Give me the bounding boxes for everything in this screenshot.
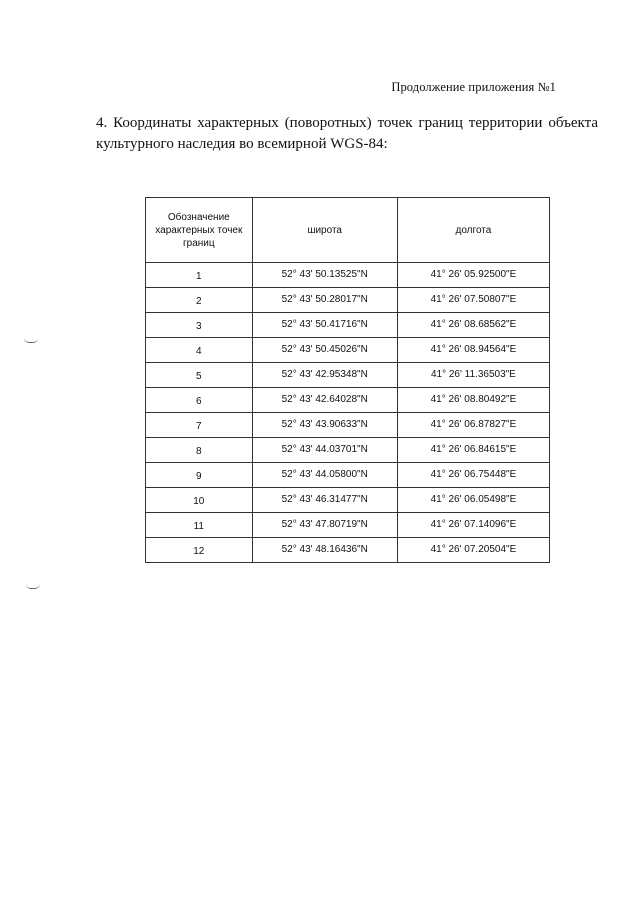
- point-number: 6: [146, 388, 253, 413]
- column-header-longitude: долгота: [397, 198, 549, 263]
- latitude-cell: 52° 43' 44.03701"N: [252, 438, 397, 463]
- intro-paragraph: 4. Координаты характерных (поворотных) точек границ территории объекта культурного наследия во всемирной WGS-84:: [96, 115, 598, 152]
- longitude-cell: 41° 26' 07.14096"E: [397, 513, 549, 538]
- coordinates-table: [145, 197, 550, 563]
- margin-punch-mark: [24, 338, 38, 343]
- latitude-cell: 52° 43' 48.16436"N: [252, 538, 397, 563]
- table-row: [146, 513, 550, 538]
- latitude-cell: 52° 43' 43.90633"N: [252, 413, 397, 438]
- page-header: Продолжение приложения №1: [391, 80, 556, 94]
- table-header-row: [146, 198, 550, 263]
- longitude-cell: 41° 26' 07.50807"E: [397, 288, 549, 313]
- longitude-cell: 41° 26' 07.20504"E: [397, 538, 549, 563]
- point-number: 4: [146, 338, 253, 363]
- latitude-cell: 52° 43' 47.80719"N: [252, 513, 397, 538]
- longitude-cell: 41° 26' 08.94564"E: [397, 338, 549, 363]
- table-row: [146, 438, 550, 463]
- longitude-cell: 41° 26' 05.92500"E: [397, 263, 549, 288]
- table-row: [146, 288, 550, 313]
- latitude-cell: 52° 43' 42.95348"N: [252, 363, 397, 388]
- table-row: [146, 413, 550, 438]
- longitude-cell: 41° 26' 11.36503"E: [397, 363, 549, 388]
- latitude-cell: 52° 43' 42.64028"N: [252, 388, 397, 413]
- point-number: 5: [146, 363, 253, 388]
- column-header-latitude: широта: [252, 198, 397, 263]
- table-row: [146, 388, 550, 413]
- margin-punch-mark: [26, 584, 40, 589]
- table-row: [146, 363, 550, 388]
- point-number: 10: [146, 488, 253, 513]
- latitude-cell: 52° 43' 50.45026"N: [252, 338, 397, 363]
- latitude-cell: 52° 43' 46.31477"N: [252, 488, 397, 513]
- point-number: 9: [146, 463, 253, 488]
- latitude-cell: 52° 43' 50.13525"N: [252, 263, 397, 288]
- point-number: 3: [146, 313, 253, 338]
- latitude-cell: 52° 43' 50.41716"N: [252, 313, 397, 338]
- point-number: 2: [146, 288, 253, 313]
- point-number: 7: [146, 413, 253, 438]
- point-number: 1: [146, 263, 253, 288]
- longitude-cell: 41° 26' 06.84615"E: [397, 438, 549, 463]
- table-row: [146, 263, 550, 288]
- table-row: [146, 463, 550, 488]
- latitude-cell: 52° 43' 44.05800"N: [252, 463, 397, 488]
- longitude-cell: 41° 26' 06.87827"E: [397, 413, 549, 438]
- longitude-cell: 41° 26' 08.80492"E: [397, 388, 549, 413]
- table-row: [146, 313, 550, 338]
- table-row: [146, 538, 550, 563]
- table-row: [146, 488, 550, 513]
- longitude-cell: 41° 26' 08.68562"E: [397, 313, 549, 338]
- point-number: 8: [146, 438, 253, 463]
- longitude-cell: 41° 26' 06.75448"E: [397, 463, 549, 488]
- longitude-cell: 41° 26' 06.05498"E: [397, 488, 549, 513]
- point-number: 11: [146, 513, 253, 538]
- latitude-cell: 52° 43' 50.28017"N: [252, 288, 397, 313]
- column-header-point: Обозначение характерных точек границ: [146, 198, 253, 263]
- table-row: [146, 338, 550, 363]
- point-number: 12: [146, 538, 253, 563]
